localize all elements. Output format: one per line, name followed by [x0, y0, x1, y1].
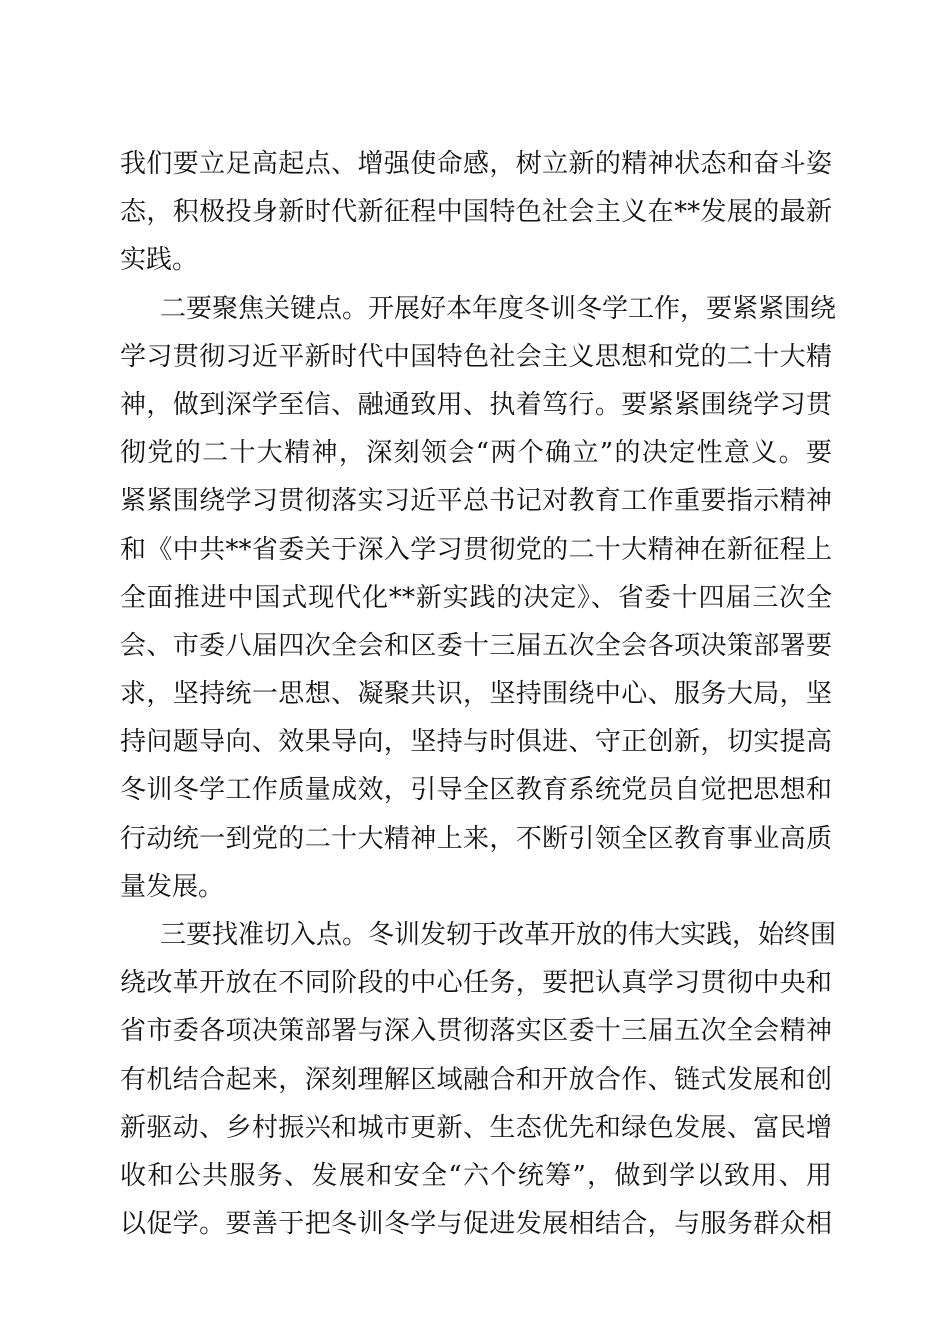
text-line: 神，做到深学至信、融通致用、执着笃行。要紧紧围绕学习贯	[120, 389, 832, 420]
text-line: 紧紧围绕学习贯彻落实习近平总书记对教育工作重要指示精神	[120, 486, 832, 517]
text-line: 绕改革开放在不同阶段的中心任务，要把认真学习贯彻中央和	[120, 968, 832, 999]
text-line: 我们要立足高起点、增强使命感，树立新的精神状态和奋斗姿	[120, 149, 832, 179]
text-line: 行动统一到党的二十大精神上来，不断引领全区教育事业高质	[120, 823, 832, 854]
text-line: 二要聚焦关键点。开展好本年度冬训冬学工作，要紧紧围绕	[160, 293, 837, 324]
text-line: 和《中共**省委关于深入学习贯彻党的二十大精神在新征程上	[120, 534, 832, 565]
text-line: 学习贯彻习近平新时代中国特色社会主义思想和党的二十大精	[120, 341, 832, 372]
text-line: 量发展。	[120, 871, 225, 902]
text-line: 彻党的二十大精神，深刻领会“两个确立”的决定性意义。要	[120, 438, 832, 469]
text-line: 以促学。要善于把冬训冬学与促进发展相结合，与服务群众相	[120, 1209, 832, 1240]
text-line: 有机结合起来，深刻理解区域融合和开放合作、链式发展和创	[120, 1064, 832, 1095]
text-line: 持问题导向、效果导向，坚持与时俱进、守正创新，切实提高	[120, 727, 832, 758]
text-line: 求，坚持统一思想、凝聚共识，坚持围绕中心、服务大局，坚	[120, 679, 832, 710]
text-line: 新驱动、乡村振兴和城市更新、生态优先和绿色发展、富民增	[120, 1112, 832, 1143]
document-body	[120, 140, 837, 1248]
text-line: 实践。	[120, 245, 199, 276]
text-line: 全面推进中国式现代化**新实践的决定》、省委十四届三次全	[120, 582, 832, 613]
text-line: 冬训冬学工作质量成效，引导全区教育系统党员自觉把思想和	[120, 775, 832, 806]
text-line: 会、市委八届四次全会和区委十三届五次全会各项决策部署要	[120, 630, 832, 661]
text-line: 省市委各项决策部署与深入贯彻落实区委十三届五次全会精神	[120, 1016, 832, 1047]
text-line: 三要找准切入点。冬训发轫于改革开放的伟大实践，始终围	[160, 920, 837, 950]
text-line: 收和公共服务、发展和安全“六个统筹”，做到学以致用、用	[120, 1160, 832, 1191]
text-line: 态，积极投身新时代新征程中国特色社会主义在**发展的最新	[120, 197, 832, 228]
